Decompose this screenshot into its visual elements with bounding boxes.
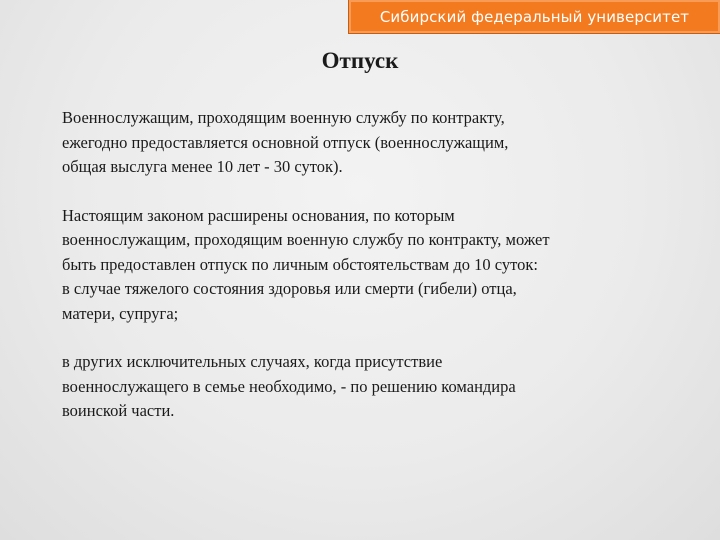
- paragraph-exceptional-cases: [62, 350, 702, 424]
- university-name: Сибирский федеральный университет: [379, 7, 690, 26]
- slide-title: Отпуск: [321, 48, 399, 73]
- paragraph-annual-leave: [62, 106, 702, 180]
- slide-content: [62, 106, 702, 448]
- text-line: быть предоставлен отпуск по личным обстоятельствам до 10 суток:: [62, 254, 538, 274]
- text-line: воинской части.: [62, 401, 175, 420]
- text-line: в других исключительных случаях, когда присутствие: [62, 352, 443, 371]
- text-line: в случае тяжелого состояния здоровья или смерти (гибели) отца,: [62, 279, 517, 298]
- text-line: общая выслуга менее 10 лет - 30 суток).: [62, 157, 343, 176]
- university-banner: [348, 0, 720, 34]
- text-line: военнослужащего в семье необходимо, - по решению командира: [62, 376, 516, 396]
- text-line: ежегодно предоставляется основной отпуск (военнослужащим,: [62, 132, 509, 152]
- text-line: матери, супруга;: [62, 303, 179, 323]
- text-line: Военнослужащим, проходящим военную службу по контракту,: [62, 108, 505, 127]
- paragraph-personal-leave: [62, 204, 702, 327]
- text-line: Настоящим законом расширены основания, по которым: [62, 205, 455, 225]
- text-line: военнослужащим, проходящим военную службу по контракту, может: [62, 230, 550, 249]
